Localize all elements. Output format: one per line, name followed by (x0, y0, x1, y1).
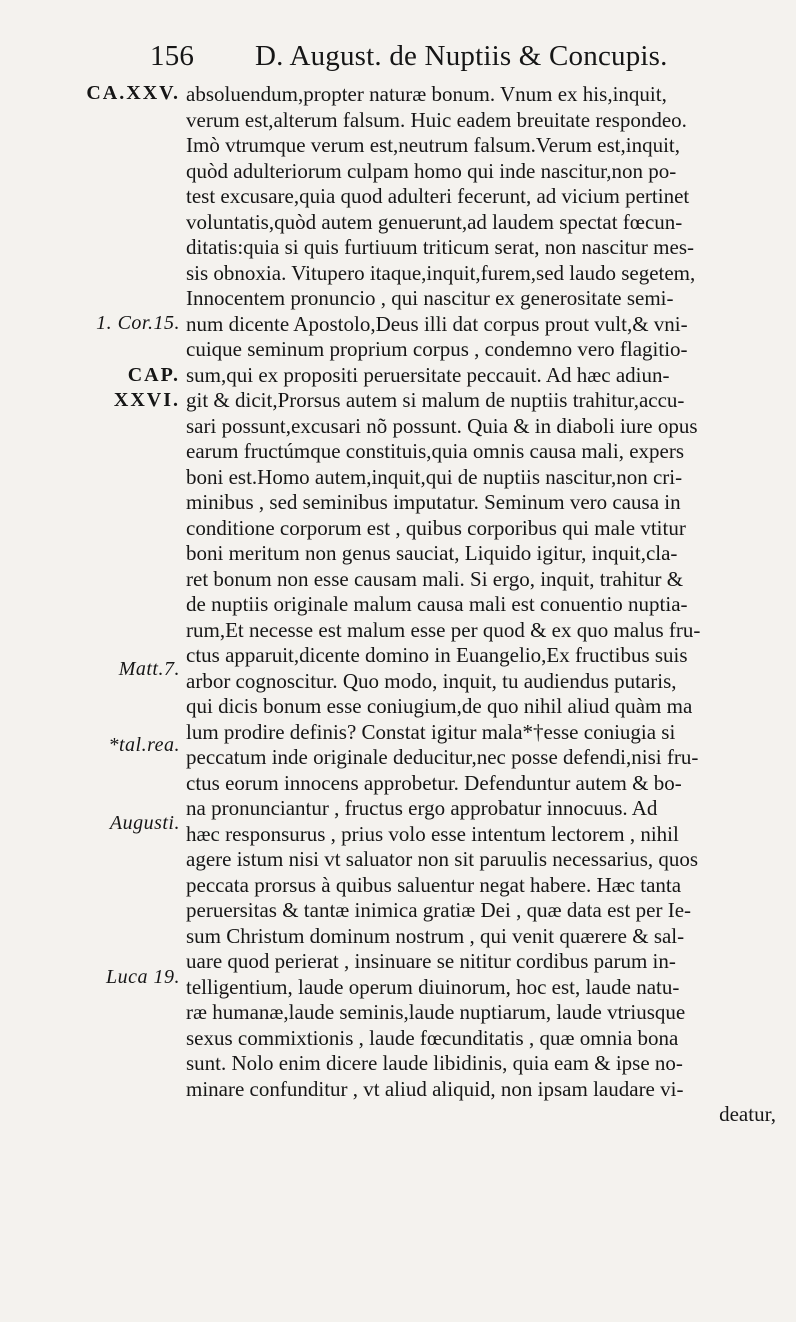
text-line: agere istum nisi vt saluator non sit paruulis necessarius, quos (186, 847, 699, 871)
text-line: Imò vtrumque verum est,neutrum falsum.Verum est,inquit, (186, 133, 680, 157)
text-line: sum,qui ex propositi peruersitate peccauit. Ad hæc adiun- (186, 362, 670, 387)
text-line: minibus , sed seminibus imputatur. Seminum vero causa in (186, 490, 681, 514)
margin-note-chapter-26: XXVI. (113, 389, 180, 411)
text-line: quòd adulteriorum culpam homo qui inde nascitur,non po- (186, 158, 677, 183)
text-line: cuique seminum proprium corpus , condemno vero flagitio- (186, 337, 688, 361)
text-line: qui dicis bonum esse coniugium,de quo nihil aliud quàm ma (186, 694, 693, 718)
text-line: ræ humanæ,laude seminis,laude nuptiarum, laude vtriusque (186, 1000, 686, 1024)
text-line: minare confunditur , vt aliud aliquid, non ipsam laudare vi- (186, 1076, 684, 1101)
body-text (186, 82, 776, 1128)
text-line: git & dicit,Prorsus autem si malum de nuptiis trahitur,accu- (186, 388, 685, 412)
text-line: boni meritum non genus sauciat, Liquido igitur, inquit,cla- (186, 541, 678, 565)
text-line: peccatum inde originale deducitur,nec posse defendi,nisi fru- (186, 745, 699, 769)
text-line: lum prodire definis? Constat igitur mala*†esse coniugia si (186, 719, 676, 744)
text-line: ret bonum non esse causam mali. Si ergo, inquit, trahitur & (186, 566, 684, 591)
text-line: verum est,alterum falsum. Huic eadem breuitate respondeo. (186, 107, 687, 132)
text-line: ctus apparuit,dicente domino in Euangelio,Ex fructibus suis (186, 643, 688, 667)
text-line: na pronunciantur , fructus ergo approbatur innocuus. Ad (186, 796, 658, 820)
text-line: num dicente Apostolo,Deus illi dat corpus prout vult,& vni- (186, 311, 688, 336)
margin-note-reference: Luca 19. (106, 966, 180, 988)
text-line: de nuptiis originale malum causa mali est conuentio nuptia- (186, 592, 688, 616)
text-line: sari possunt,excusari nõ possunt. Quia & in diaboli iure opus (186, 413, 698, 438)
text-line: uare quod perierat , insinuare se nititur cordibus parum in- (186, 949, 676, 973)
text-line: sunt. Nolo enim dicere laude libidinis, quia eam & ipse no- (186, 1051, 683, 1075)
text-line: sexus commixtionis , laude fœcunditatis , quæ omnia bona (186, 1025, 679, 1050)
text-line: ctus eorum innocens approbetur. Defenduntur autem & bo- (186, 770, 682, 795)
text-line: peccata prorsus à quibus saluentur negat habere. Hæc tanta (186, 872, 682, 897)
text-line: earum fructúmque constituis,quia omnis causa mali, expers (186, 439, 685, 463)
text-line: hæc responsurus , prius volo esse intentum lectorem , nihil (186, 821, 679, 846)
margin-note-author: Augusti. (109, 812, 180, 834)
text-line: sis obnoxia. Vitupero itaque,inquit,furem,sed laudo segetem, (186, 260, 696, 285)
text-line: boni est.Homo autem,inquit,qui de nuptiis nascitur,non cri- (186, 464, 683, 489)
text-line: conditione corporum est , quibus corporibus qui male vtitur (186, 515, 686, 540)
margin-note-chapter-25: CA.XXV. (86, 82, 180, 104)
text-line: test excusare,quia quod adulteri fecerunt, ad vicium pertinet (186, 184, 690, 208)
page-header (150, 40, 756, 73)
margin-note-reference: 1. Cor.15. (96, 312, 180, 334)
text-line: absoluendum,propter naturæ bonum. Vnum ex his,inquit, (186, 82, 667, 106)
text-line: telligentium, laude operum diuinorum, hoc est, laude natu- (186, 974, 680, 999)
running-title: D. August. de Nuptiis & Concupis. (255, 40, 668, 72)
text-line: peruersitas & tantæ inimica gratiæ Dei , quæ data est per Ie- (186, 898, 692, 922)
catchword-line: deatur, (719, 1102, 776, 1126)
text-line: Innocentem pronuncio , qui nascitur ex generositate semi- (186, 286, 674, 310)
text-line: sum Christum dominum nostrum , qui venit quærere & sal- (186, 923, 685, 948)
text-line: voluntatis,quòd autem genuerunt,ad laudem spectat fœcun- (186, 209, 683, 234)
text-line: ditatis:quia si quis furtiuum triticum serat, non nascitur mes- (186, 235, 694, 259)
margin-note-chapter-label: CAP. (127, 364, 180, 386)
text-line: rum,Et necesse est malum esse per quod & ex quo malus fru- (186, 617, 701, 642)
text-line: arbor cognoscitur. Quo modo, inquit, tu audiendus putaris, (186, 668, 677, 693)
margin-note-variant: *tal.rea. (108, 734, 180, 756)
margin-note-reference: Matt.7. (118, 658, 180, 680)
page-number: 156 (150, 40, 195, 72)
